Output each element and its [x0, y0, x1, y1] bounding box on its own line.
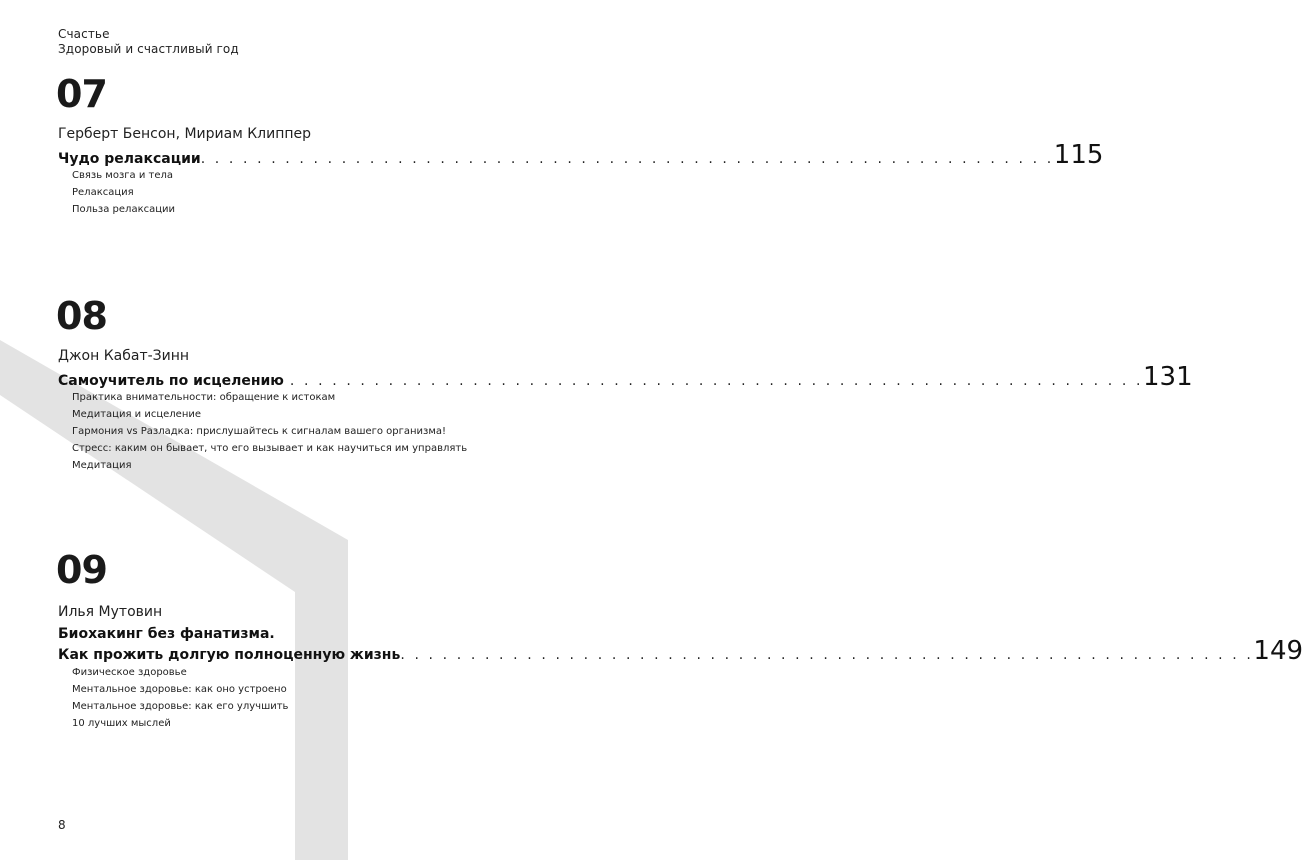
chapter-topic: Физическое здоровье [72, 667, 187, 678]
leader-dots: . . . . . . . . . . . . . . . . . . . . . . . . . . . . . . . . . . . . . . . . . . . . . . . . . . . . . . . . . . . . . [400, 647, 1254, 663]
page-number: 8 [58, 818, 66, 832]
chapter-page-number: 115 [1053, 140, 1104, 170]
chapter-topic: Ментальное здоровье: как оно устроено [72, 684, 287, 695]
chapter-number: 09 [56, 548, 107, 592]
chapter-topic: Релаксация [72, 187, 134, 198]
running-header-subtitle: Здоровый и счастливый год [58, 42, 239, 56]
chapter-topic: 10 лучших мыслей [72, 718, 171, 729]
chapter-topic: Медитация [72, 460, 132, 471]
chapter-author: Герберт Бенсон, Мириам Клиппер [58, 126, 312, 142]
chapter-topic: Ментальное здоровье: как его улучшить [72, 701, 289, 712]
chapter-title: Самоучитель по исцелению [58, 373, 284, 389]
chapter-title: Чудо релаксации [58, 151, 201, 167]
chapter-title-line-1: Биохакинг без фанатизма. [58, 626, 275, 642]
chapter-topic: Медитация и исцеление [72, 409, 202, 420]
leader-dots: . . . . . . . . . . . . . . . . . . . . . . . . . . . . . . . . . . . . . . . . . . . . . . . . . . . . . . . . . . . . . [289, 373, 1143, 389]
chapter-topic: Практика внимательности: обращение к истокам [72, 392, 336, 403]
toc-entry[interactable] [58, 140, 1104, 170]
chapter-topic: Гармония vs Разладка: прислушайтесь к сигналам вашего организма! [72, 426, 447, 437]
leader-dots: . . . . . . . . . . . . . . . . . . . . . . . . . . . . . . . . . . . . . . . . . . . . . . . . . . . . . . . . . . . . . [200, 151, 1054, 167]
toc-entry[interactable] [58, 362, 1193, 392]
chapter-topic: Связь мозга и тела [72, 170, 173, 181]
chapter-page-number: 149 [1253, 636, 1303, 666]
chapter-topic: Польза релаксации [72, 204, 176, 215]
chapter-author: Джон Кабат-Зинн [58, 348, 190, 364]
toc-entry[interactable] [58, 636, 1303, 666]
chapter-number: 08 [56, 294, 107, 338]
chapter-author: Илья Мутовин [58, 604, 163, 620]
chapter-number: 07 [56, 72, 107, 116]
running-header-book-title: Счастье [58, 27, 110, 41]
chapter-page-number: 131 [1143, 362, 1193, 392]
chapter-topic: Стресс: каким он бывает, что его вызывает и как научиться им управлять [72, 443, 468, 454]
chapter-title-line-2: Как прожить долгую полноценную жизнь [58, 647, 401, 663]
